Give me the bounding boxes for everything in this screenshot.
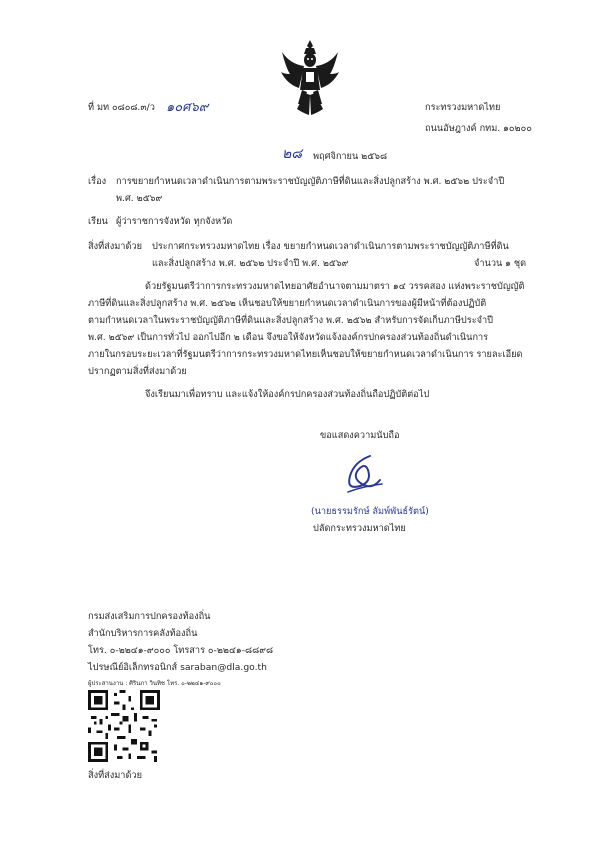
subject-line-2: พ.ศ. ๒๕๖๙ <box>116 193 163 204</box>
enclosure-line-2: และสิ่งปลูกสร้าง พ.ศ. ๒๕๖๒ ประจำปี พ.ศ. ๒๕๖๙ <box>152 258 349 269</box>
recipient-value: ผู้ว่าราชการจังหวัด ทุกจังหวัด <box>116 216 233 227</box>
date-day: ๒๘ <box>282 146 303 162</box>
body-paragraph-2: จึงเรียนมาเพื่อทราบ และแจ้งให้องค์กรปกครองส่วนท้องถิ่นถือปฏิบัติต่อไป <box>145 389 430 400</box>
qr-caption: สิ่งที่ส่งมาด้วย <box>88 770 142 781</box>
body-line-4: พ.ศ. ๒๕๖๙ เป็นการทั่วไป ออกไปอีก ๒ เดือน จึงขอให้จังหวัดแจ้งองค์กรปกครองส่วนท้องถิ่นดำเนินการ <box>88 332 489 343</box>
enclosure-label: สิ่งที่ส่งมาด้วย <box>88 241 142 252</box>
garuda-emblem-icon <box>280 38 340 116</box>
footer-phone: โทร. ๐-๒๒๔๑-๙๐๐๐ โทรสาร ๐-๒๒๔๑-๘๘๙๘ <box>88 645 274 656</box>
enclosure-count: จำนวน ๑ ชุด <box>474 258 527 269</box>
footer-coordinator: ผู้ประสานงาน : ศิรินภา วินทิช โทร. ๐-๒๒๔๑-๙๐๐๐ <box>88 680 221 687</box>
recipient-label: เรียน <box>88 216 108 227</box>
ministry-name: กระทรวงมหาดไทย <box>425 102 501 113</box>
body-line-3: ตามกำหนดเวลาในพระราชบัญญัติภาษีที่ดินและสิ่งปลูกสร้าง พ.ศ. ๒๕๖๒ สำหรับการจัดเก็บภาษีประจำปี <box>88 315 494 326</box>
closing-phrase: ขอแสดงความนับถือ <box>320 430 400 441</box>
subject-line-1: การขยายกำหนดเวลาดำเนินการตามพระราชบัญญัติภาษีที่ดินและสิ่งปลูกสร้าง พ.ศ. ๒๕๖๒ ประจำปี <box>116 176 505 187</box>
reference-prefix: ที่ มท ๐๘๐๘.๓/ว <box>88 102 155 113</box>
date-month-year: พฤศจิกายน ๒๕๖๘ <box>313 151 388 162</box>
body-line-1: ด้วยรัฐมนตรีว่าการกระทรวงมหาดไทยอาศัยอำนาจตามมาตรา ๑๔ วรรคสอง แห่งพระราชบัญญัติ <box>145 281 525 292</box>
footer-office: สำนักบริหารการคลังท้องถิ่น <box>88 628 198 639</box>
footer-email: ไปรษณีย์อิเล็กทรอนิกส์ saraban@dla.go.th <box>88 662 267 673</box>
qr-code-icon <box>88 690 160 762</box>
ministry-address: ถนนอัษฎางค์ กทม. ๑๐๒๐๐ <box>425 123 532 134</box>
body-line-2: ภาษีที่ดินและสิ่งปลูกสร้าง พ.ศ. ๒๕๖๒ เห็นชอบให้ขยายกำหนดเวลาดำเนินการของผู้มีหน้าที่ต้องปฏิบัติ <box>88 298 487 309</box>
enclosure-line-1: ประกาศกระทรวงมหาดไทย เรื่อง ขยายกำหนดเวลาดำเนินการตามพระราชบัญญัติภาษีที่ดิน <box>152 241 509 252</box>
footer-department: กรมส่งเสริมการปกครองท้องถิ่น <box>88 611 211 622</box>
reference-number: ๑๐ศ๖๙ <box>166 100 209 115</box>
body-line-5: ภายในกรอบระยะเวลาที่รัฐมนตรีว่าการกระทรวงมหาดไทยเห็นชอบให้ขยายกำหนดเวลาดำเนินการ รายละเอียด <box>88 349 523 360</box>
signatory-position: ปลัดกระทรวงมหาดไทย <box>313 523 406 534</box>
body-line-6: ปรากฏตามสิ่งที่ส่งมาด้วย <box>88 366 187 377</box>
subject-label: เรื่อง <box>88 176 107 187</box>
signature-scribble <box>340 452 390 500</box>
signatory-name: (นายธรรมรักษ์ ลัมพ์พันธ์รัตน์) <box>311 506 429 517</box>
